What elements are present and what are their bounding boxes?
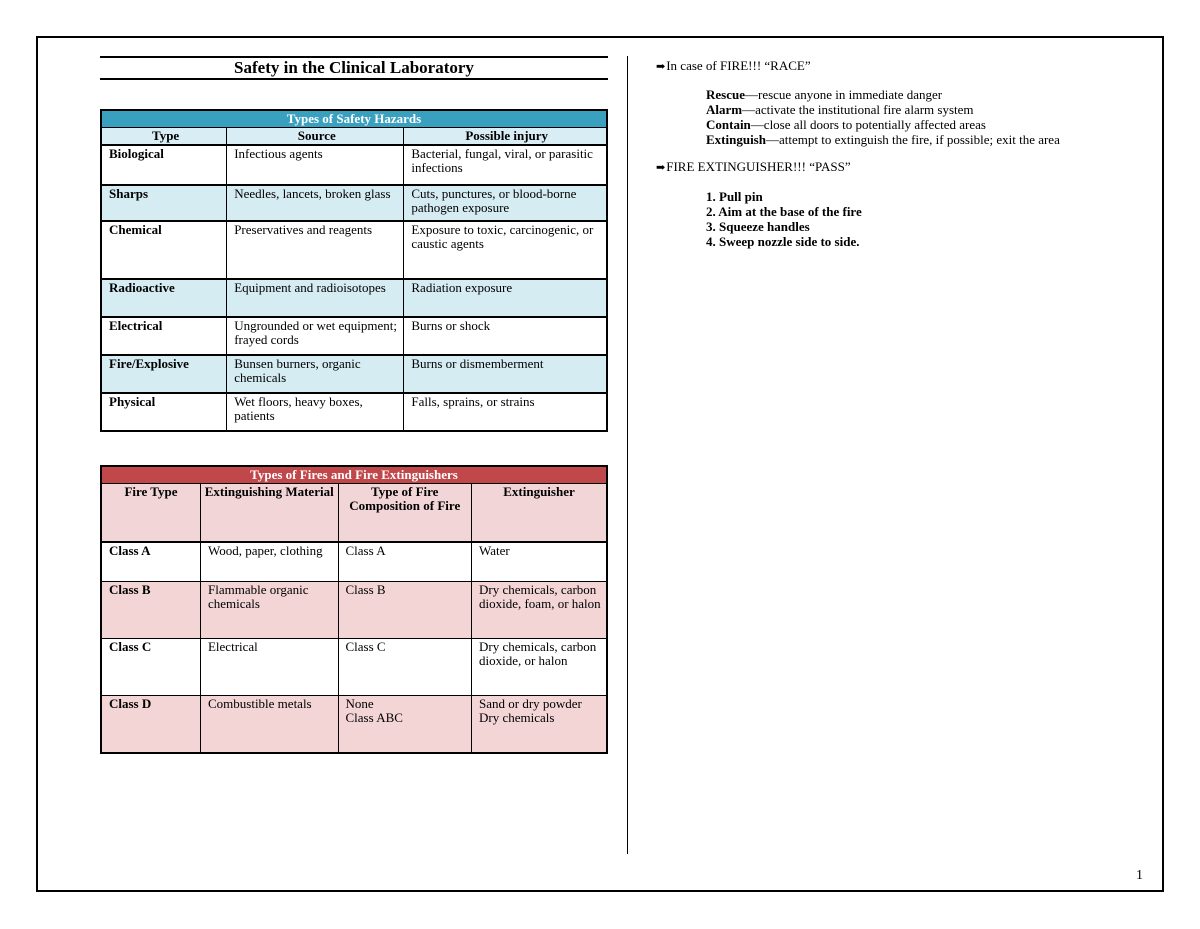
race-text: —attempt to extinguish the fire, if possible; exit the area xyxy=(765,132,1060,147)
hazard-type: Biological xyxy=(101,145,227,185)
hazard-type: Electrical xyxy=(101,317,227,355)
list-item: 3. Squeeze handles xyxy=(706,219,810,234)
hazard-type: Physical xyxy=(101,393,227,431)
table-row xyxy=(101,696,607,753)
hazard-injury: Bacterial, fungal, viral, or parasitic infections xyxy=(404,145,607,185)
list-item xyxy=(706,117,1146,132)
hazard-source: Equipment and radioisotopes xyxy=(227,279,404,317)
hazard-injury: Burns or dismemberment xyxy=(404,355,607,393)
list-item xyxy=(706,132,1146,147)
page-title: Safety in the Clinical Laboratory xyxy=(100,56,608,80)
race-heading: In case of FIRE!!! “RACE” xyxy=(666,58,811,73)
extinguisher xyxy=(471,696,607,753)
race-term: Rescue xyxy=(706,87,745,102)
fire-type: Class D xyxy=(101,696,200,753)
column-header: Type xyxy=(101,128,227,146)
table-row xyxy=(101,355,607,393)
extinguisher-line: Dry chemicals xyxy=(478,710,555,725)
race-text: —close all doors to potentially affected areas xyxy=(750,117,986,132)
arrow-bullet-icon: ➡ xyxy=(656,162,666,174)
hazard-injury: Falls, sprains, or strains xyxy=(404,393,607,431)
column-header: Type of Fire Composition of Fire xyxy=(338,484,471,542)
race-text: —activate the institutional fire alarm system xyxy=(742,102,974,117)
hazard-source: Preservatives and reagents xyxy=(227,221,404,279)
table-row xyxy=(101,185,607,221)
table-row xyxy=(101,639,607,696)
composition-line: None xyxy=(345,696,374,711)
hazard-type: Fire/Explosive xyxy=(101,355,227,393)
hazard-source: Bunsen burners, organic chemicals xyxy=(227,355,404,393)
extinguishing-material: Flammable organic chemicals xyxy=(200,582,338,639)
table-row xyxy=(101,542,607,582)
fire-composition: Class A xyxy=(338,542,471,582)
table-row xyxy=(101,279,607,317)
extinguishing-material: Electrical xyxy=(200,639,338,696)
column-header: Source xyxy=(227,128,404,146)
column-header: Extinguishing Material xyxy=(200,484,338,542)
hazard-source: Needles, lancets, broken glass xyxy=(227,185,404,221)
fire-type: Class C xyxy=(101,639,200,696)
hazard-type: Radioactive xyxy=(101,279,227,317)
race-text: —rescue anyone in immediate danger xyxy=(745,87,943,102)
pass-heading: FIRE EXTINGUISHER!!! “PASS” xyxy=(666,159,851,174)
race-term: Contain xyxy=(706,117,751,132)
hazard-source: Wet floors, heavy boxes, patients xyxy=(227,393,404,431)
hazard-injury: Cuts, punctures, or blood-borne pathogen exposure xyxy=(404,185,607,221)
fire-extinguishers-table xyxy=(100,465,608,754)
extinguishing-material: Wood, paper, clothing xyxy=(200,542,338,582)
hazard-injury: Radiation exposure xyxy=(404,279,607,317)
table-row xyxy=(101,393,607,431)
safety-hazards-table xyxy=(100,109,608,432)
fire-composition xyxy=(338,696,471,753)
page-number: 1 xyxy=(1136,868,1143,883)
table-caption: Types of Fires and Fire Extinguishers xyxy=(101,466,607,484)
race-term: Extinguish xyxy=(706,132,766,147)
pass-list xyxy=(706,189,1146,249)
fire-type: Class B xyxy=(101,582,200,639)
race-term: Alarm xyxy=(706,102,743,117)
list-item xyxy=(706,102,1146,117)
hazard-source: Infectious agents xyxy=(227,145,404,185)
race-heading-row xyxy=(656,58,1146,75)
list-item: 2. Aim at the base of the fire xyxy=(706,204,862,219)
composition-line: Class ABC xyxy=(345,710,403,725)
extinguisher-line: Sand or dry powder xyxy=(478,696,582,711)
extinguisher: Dry chemicals, carbon dioxide, foam, or halon xyxy=(471,582,607,639)
hazard-source: Ungrounded or wet equipment; frayed cords xyxy=(227,317,404,355)
race-list xyxy=(706,87,1146,147)
table-row xyxy=(101,317,607,355)
extinguishing-material: Combustible metals xyxy=(200,696,338,753)
hazard-injury: Burns or shock xyxy=(404,317,607,355)
fire-composition: Class B xyxy=(338,582,471,639)
table-row xyxy=(101,221,607,279)
hazard-type: Chemical xyxy=(101,221,227,279)
extinguisher: Dry chemicals, carbon dioxide, or halon xyxy=(471,639,607,696)
column-divider xyxy=(627,56,628,854)
arrow-bullet-icon: ➡ xyxy=(656,61,666,73)
list-item xyxy=(706,87,1146,102)
list-item: 1. Pull pin xyxy=(706,189,763,204)
hazard-injury: Exposure to toxic, carcinogenic, or caustic agents xyxy=(404,221,607,279)
list-item: 4. Sweep nozzle side to side. xyxy=(706,234,860,249)
extinguisher: Water xyxy=(471,542,607,582)
table-row xyxy=(101,582,607,639)
pass-heading-row xyxy=(656,159,1146,176)
hazard-type: Sharps xyxy=(101,185,227,221)
table-caption: Types of Safety Hazards xyxy=(101,110,607,128)
fire-type: Class A xyxy=(101,542,200,582)
right-column xyxy=(656,58,1146,249)
fire-composition: Class C xyxy=(338,639,471,696)
table-row xyxy=(101,145,607,185)
column-header: Fire Type xyxy=(101,484,200,542)
column-header: Extinguisher xyxy=(471,484,607,542)
column-header: Possible injury xyxy=(404,128,607,146)
